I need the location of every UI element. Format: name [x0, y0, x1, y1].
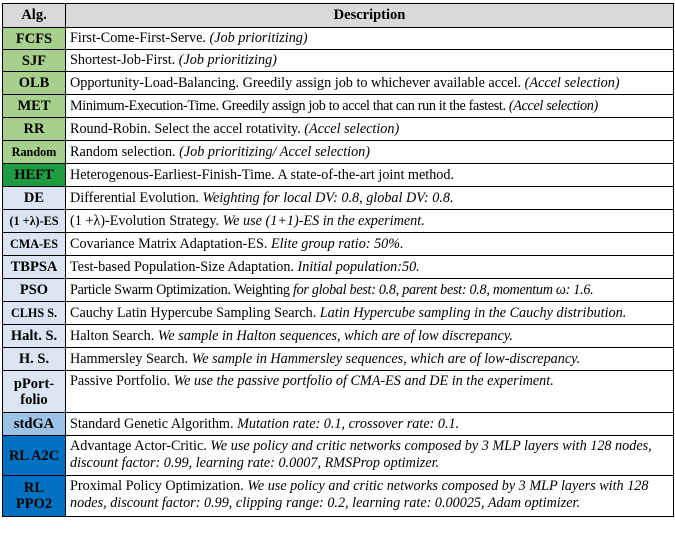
description-text: Opportunity-Load-Balancing. Greedily assign job to whichever available accel. — [70, 74, 522, 91]
description-cell — [66, 436, 674, 476]
table-row — [3, 50, 674, 72]
table-row — [3, 95, 674, 118]
description-cell — [66, 233, 674, 256]
description-note: Mutation rate: 0.1, crossover rate: 0.1. — [237, 415, 460, 432]
alg-cell: pPort-folio — [3, 371, 66, 413]
description-note: for global best: 0.8, parent best: 0.8, momentum ω: 1.6. — [292, 281, 594, 298]
description-cell — [66, 279, 674, 302]
description-note: We use policy and critic networks composed by 3 MLP layers with 128 nodes, discount factor: 0.99, clipping range: 0.2, learning rate: 0.00025, Adam optimizer. — [70, 478, 649, 511]
alg-cell: H. S. — [3, 348, 66, 371]
description-text: Halton Search. — [70, 327, 155, 344]
description-text: Particle Swarm Optimization. Weighting — [70, 281, 290, 298]
description-cell — [66, 476, 674, 517]
description-text: Hammersley Search. — [70, 350, 189, 367]
description-note: (Accel selection) — [304, 120, 400, 137]
table-row — [3, 233, 674, 256]
alg-cell: CLHS S. — [3, 302, 66, 325]
header-row — [3, 4, 674, 28]
description-cell — [66, 302, 674, 325]
description-cell — [66, 348, 674, 371]
alg-cell: Halt. S. — [3, 325, 66, 348]
description-text: Differential Evolution. — [70, 189, 199, 206]
description-note: Weighting for local DV: 0.8, global DV: 0.8. — [202, 189, 454, 206]
table-row — [3, 187, 674, 210]
description-text: Test-based Population-Size Adaptation. — [70, 258, 294, 275]
description-text: Advantage Actor-Critic. — [70, 438, 207, 454]
description-text: Covariance Matrix Adaptation-ES. — [70, 235, 268, 252]
description-cell — [66, 256, 674, 279]
alg-cell: DE — [3, 187, 66, 210]
description-cell — [66, 325, 674, 348]
table-row — [3, 210, 674, 233]
table-row — [3, 72, 674, 95]
description-cell — [66, 371, 674, 413]
description-cell — [66, 50, 674, 72]
description-text: Proximal Policy Optimization. — [70, 478, 244, 494]
description-text: Heterogenous-Earliest-Finish-Time. A state-of-the-art joint method. — [70, 166, 455, 183]
description-note: We use policy and critic networks composed by 3 MLP layers with 128 nodes, discount factor: 0.99, learning rate: 0.0007, RMSProp optimizer. — [70, 438, 652, 471]
description-text: Passive Portfolio. — [70, 373, 171, 389]
alg-cell: Random — [3, 141, 66, 164]
description-note: (Job prioritizing) — [209, 30, 308, 46]
description-cell — [66, 95, 674, 118]
description-note: Latin Hypercube sampling in the Cauchy distribution. — [319, 304, 627, 321]
algorithm-table — [2, 3, 674, 517]
description-note: We sample in Hammersley sequences, which are of low-discrepancy. — [191, 350, 581, 367]
description-cell — [66, 28, 674, 50]
alg-cell: PSO — [3, 279, 66, 302]
description-note: We use the passive portfolio of CMA-ES and DE in the experiment. — [173, 373, 554, 389]
description-note: (Job prioritizing) — [178, 52, 277, 68]
description-text: Random selection. — [70, 143, 176, 160]
alg-cell: HEFT — [3, 164, 66, 187]
description-cell — [66, 141, 674, 164]
description-text: Minimum-Execution-Time. Greedily assign job to accel that can run it the fastest. — [70, 97, 506, 114]
table-row — [3, 348, 674, 371]
description-cell — [66, 413, 674, 436]
description-text: (1 +λ)-Evolution Strategy. — [70, 212, 220, 229]
alg-cell: CMA-ES — [3, 233, 66, 256]
alg-cell: RR — [3, 118, 66, 141]
description-cell — [66, 72, 674, 95]
description-cell — [66, 210, 674, 233]
description-note: We sample in Halton sequences, which are of low discrepancy. — [157, 327, 513, 344]
description-note: (Accel selection) — [524, 74, 620, 91]
description-text: Shortest-Job-First. — [70, 52, 176, 68]
description-note: Elite group ratio: 50%. — [270, 235, 404, 252]
alg-cell: OLB — [3, 72, 66, 95]
alg-cell: MET — [3, 95, 66, 118]
table-row — [3, 413, 674, 436]
table-row — [3, 476, 674, 517]
description-note: We use (1+1)-ES in the experiment. — [222, 212, 425, 229]
description-text: Round-Robin. Select the accel rotativity. — [70, 120, 301, 137]
description-cell — [66, 118, 674, 141]
alg-cell: stdGA — [3, 413, 66, 436]
alg-cell: SJF — [3, 50, 66, 72]
table-row — [3, 118, 674, 141]
description-cell — [66, 164, 674, 187]
table-row — [3, 325, 674, 348]
table-row — [3, 28, 674, 50]
alg-cell: RL A2C — [3, 436, 66, 476]
alg-cell: FCFS — [3, 28, 66, 50]
table-row — [3, 141, 674, 164]
alg-cell: TBPSA — [3, 256, 66, 279]
description-cell — [66, 187, 674, 210]
alg-cell: (1 +λ)-ES — [3, 210, 66, 233]
description-note: (Accel selection) — [508, 97, 598, 114]
description-note: (Job prioritizing/ Accel selection) — [179, 143, 370, 160]
table-row — [3, 371, 674, 413]
alg-column-header: Alg. — [3, 4, 66, 28]
table-row — [3, 436, 674, 476]
description-column-header: Description — [66, 4, 674, 28]
description-text: First-Come-First-Serve. — [70, 30, 206, 46]
table-row — [3, 279, 674, 302]
description-text: Cauchy Latin Hypercube Sampling Search. — [70, 304, 317, 321]
table-row — [3, 256, 674, 279]
description-note: Initial population:50. — [297, 258, 420, 275]
description-text: Standard Genetic Algorithm. — [70, 415, 234, 432]
table-row — [3, 302, 674, 325]
table-row — [3, 164, 674, 187]
alg-cell: RL PPO2 — [3, 476, 66, 517]
